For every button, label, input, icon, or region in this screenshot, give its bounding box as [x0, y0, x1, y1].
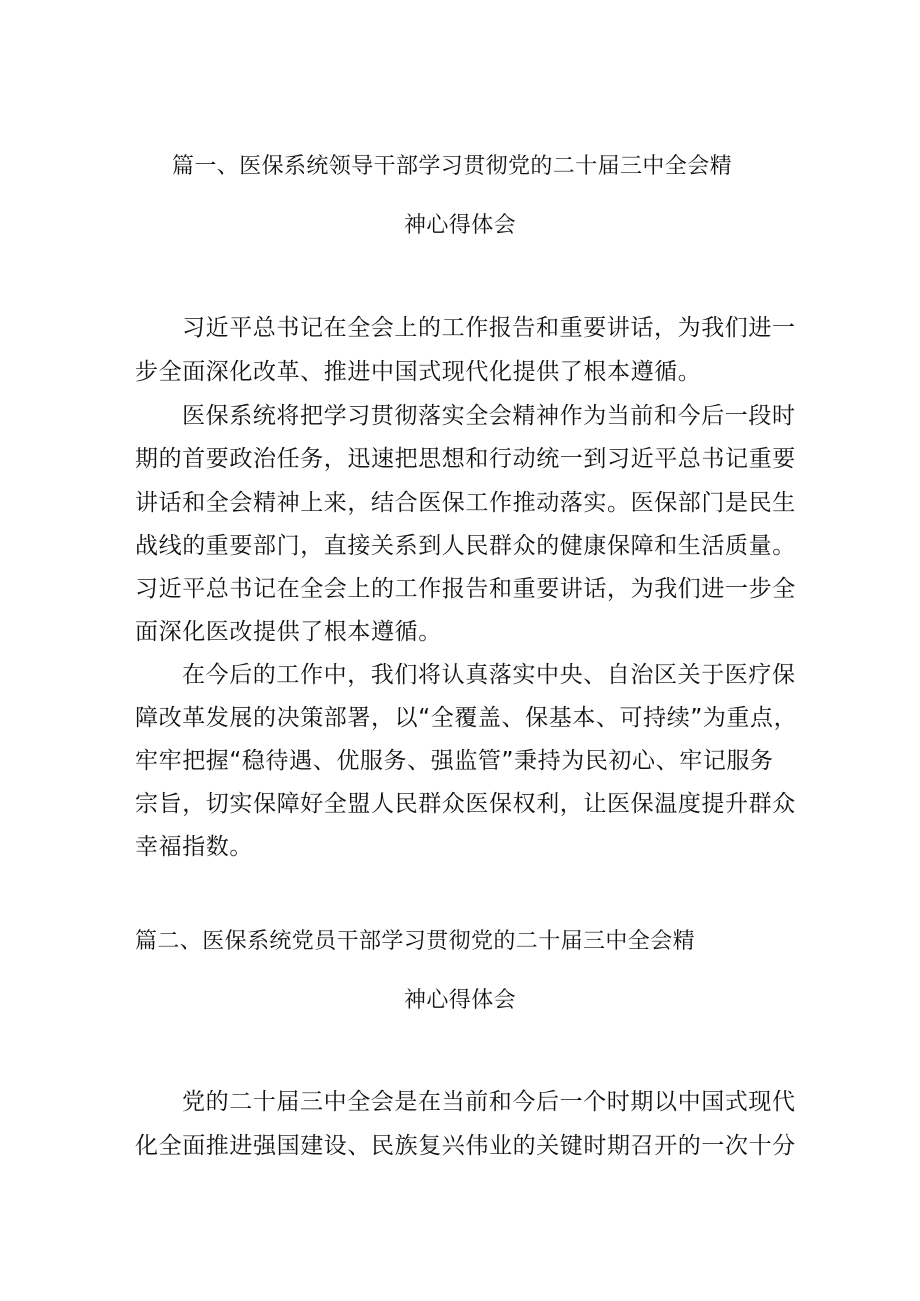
s1-p2-line-5: 习近平总书记在全会上的工作报告和重要讲话，为我们进一步全	[135, 576, 796, 602]
s1-p2-line-3: 讲话和全会精神上来，结合医保工作推动落实。医保部门是民生	[135, 490, 796, 516]
section-one-title-line-2: 神心得体会	[404, 213, 517, 238]
s1-p2-line-1: 医保系统将把学习贯彻落实全会精神作为当前和今后一段时	[182, 403, 796, 429]
s1-p3-line-2: 障改革发展的决策部署，以“全覆盖、保基本、可持续”为重点，	[135, 705, 798, 731]
s1-p2-line-6: 面深化医改提供了根本遵循。	[135, 619, 442, 645]
s1-p3-line-1: 在今后的工作中，我们将认真落实中央、自治区关于医疗保	[182, 662, 796, 688]
s1-p3-line-5: 幸福指数。	[135, 834, 253, 860]
section-two-title-line-1: 篇二、医保系统党员干部学习贯彻党的二十届三中全会精	[135, 929, 696, 954]
s2-p1-line-2: 化全面推进强国建设、民族复兴伟业的关键时期召开的一次十分	[135, 1133, 796, 1159]
s2-p1-line-1: 党的二十届三中全会是在当前和今后一个时期以中国式现代	[182, 1089, 796, 1115]
s1-p1-line-1: 习近平总书记在全会上的工作报告和重要讲话，为我们进一	[182, 315, 796, 341]
s1-p3-line-4: 宗旨，切实保障好全盟人民群众医保权利，让医保温度提升群众	[135, 791, 796, 817]
section-two-title-line-2: 神心得体会	[404, 988, 517, 1013]
s1-p3-line-3: 牢牢把握“稳待遇、优服务、强监管”秉持为民初心、牢记服务	[135, 748, 774, 774]
s1-p2-line-2: 期的首要政治任务，迅速把思想和行动统一到习近平总书记重要	[135, 446, 796, 472]
s1-p1-line-2: 步全面深化改革、推进中国式现代化提供了根本遵循。	[135, 359, 702, 385]
s1-p2-line-4: 战线的重要部门，直接关系到人民群众的健康保障和生活质量。	[135, 533, 796, 559]
section-one-title-line-1: 篇一、医保系统领导干部学习贯彻党的二十届三中全会精	[172, 154, 733, 179]
